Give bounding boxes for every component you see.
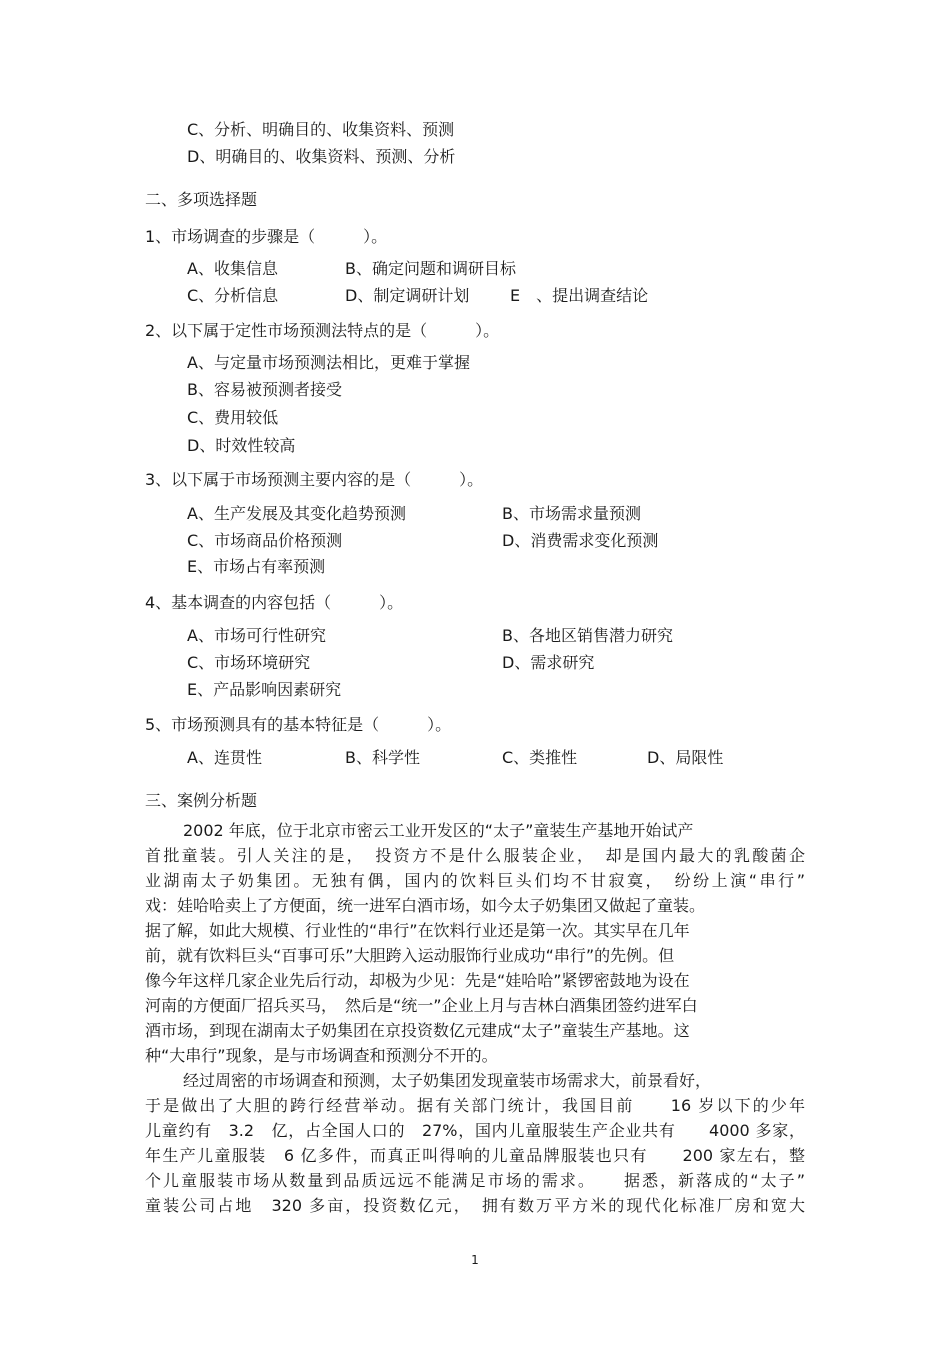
option: A、与定量市场预测法相比，更难于掌握 [187, 353, 470, 372]
option: D、消费需求变化预测 [502, 531, 659, 550]
paragraph-line: 业湖南太子奶集团。无独有偶，国内的饮料巨头们均不甘寂寞， 纷纷上演“串行” [145, 871, 805, 890]
option: C、费用较低 [187, 408, 279, 427]
paragraph-line: 种“大串行”现象，是与市场调查和预测分不开的。 [145, 1046, 498, 1065]
option: E 、提出调查结论 [510, 286, 649, 305]
paragraph-line: 经过周密的市场调查和预测，太子奶集团发现童装市场需求大，前景看好， [183, 1071, 712, 1090]
paragraph-line: 酒市场，到现在湖南太子奶集团在京投资数亿元建成“太子”童装生产基地。这 [145, 1021, 690, 1040]
paragraph-line: 童装公司占地 320 多亩，投资数亿元， 拥有数万平方米的现代化标准厂房和宽大 [145, 1196, 805, 1215]
paragraph-line: 年生产儿童服装 6 亿多件，而真正叫得响的儿童品牌服装也只有 200 家左右，整 [145, 1146, 805, 1165]
question-stem: 3、以下属于市场预测主要内容的是（ ）。 [145, 470, 484, 489]
option: A、生产发展及其变化趋势预测 [187, 504, 406, 523]
option: C、分析信息 [187, 286, 279, 305]
option: E、产品影响因素研究 [187, 680, 342, 699]
option: C、类推性 [502, 748, 578, 767]
option: B、确定问题和调研目标 [345, 259, 516, 278]
option: D、制定调研计划 [345, 286, 470, 305]
q1-option-d: D、明确目的、收集资料、预测、分析 [187, 147, 456, 166]
question-stem: 1、市场调查的步骤是（ ）。 [145, 227, 388, 246]
paragraph-line: 戏：娃哈哈卖上了方便面，统一进军白酒市场，如今太子奶集团又做起了童装。 [145, 896, 706, 915]
question-stem: 2、以下属于定性市场预测法特点的是（ ）。 [145, 321, 500, 340]
option: D、需求研究 [502, 653, 595, 672]
option: C、市场环境研究 [187, 653, 311, 672]
option: E、市场占有率预测 [187, 557, 326, 576]
option: B、各地区销售潜力研究 [502, 626, 673, 645]
paragraph-line: 个儿童服装市场从数量到品质远远不能满足市场的需求。 据悉，新落成的“太子” [145, 1171, 805, 1190]
option: B、市场需求量预测 [502, 504, 641, 523]
section-title: 三、案例分析题 [145, 791, 258, 810]
option: C、市场商品价格预测 [187, 531, 343, 550]
question-stem: 5、市场预测具有的基本特征是（ ）。 [145, 715, 452, 734]
paragraph-line: 河南的方便面厂招兵买马， 然后是“统一”企业上月与吉林白酒集团签约进军白 [145, 996, 698, 1015]
paragraph-line: 儿童约有 3.2 亿，占全国人口的 27%，国内儿童服装生产企业共有 4000 多家， [145, 1121, 805, 1140]
option: A、连贯性 [187, 748, 262, 767]
paragraph-line: 前，就有饮料巨头“百事可乐”大胆跨入运动服饰行业成功“串行”的先例。但 [145, 946, 675, 965]
paragraph-line: 像今年这样几家企业先后行动，却极为少见：先是“娃哈哈”紧锣密鼓地为设在 [145, 971, 690, 990]
option: D、时效性较高 [187, 436, 296, 455]
q1-option-c: C、分析、明确目的、收集资料、预测 [187, 120, 455, 139]
option: B、科学性 [345, 748, 420, 767]
paragraph-line: 于是做出了大胆的跨行经营举动。据有关部门统计，我国目前 16 岁以下的少年 [145, 1096, 805, 1115]
question-stem: 4、基本调查的内容包括（ ）。 [145, 593, 404, 612]
option: B、容易被预测者接受 [187, 380, 342, 399]
paragraph-line: 据了解，如此大规模、行业性的“串行”在饮料行业还是第一次。其实早在几年 [145, 921, 690, 940]
option: A、市场可行性研究 [187, 626, 326, 645]
option: A、收集信息 [187, 259, 278, 278]
section-title: 二、多项选择题 [145, 190, 258, 209]
paragraph-line: 首批童装。引人关注的是， 投资方不是什么服装企业， 却是国内最大的乳酸菌企 [145, 846, 805, 865]
page-number: 1 [471, 1253, 479, 1267]
paragraph-line: 2002 年底，位于北京市密云工业开发区的“太子”童装生产基地开始试产 [183, 821, 694, 840]
option: D、局限性 [647, 748, 724, 767]
